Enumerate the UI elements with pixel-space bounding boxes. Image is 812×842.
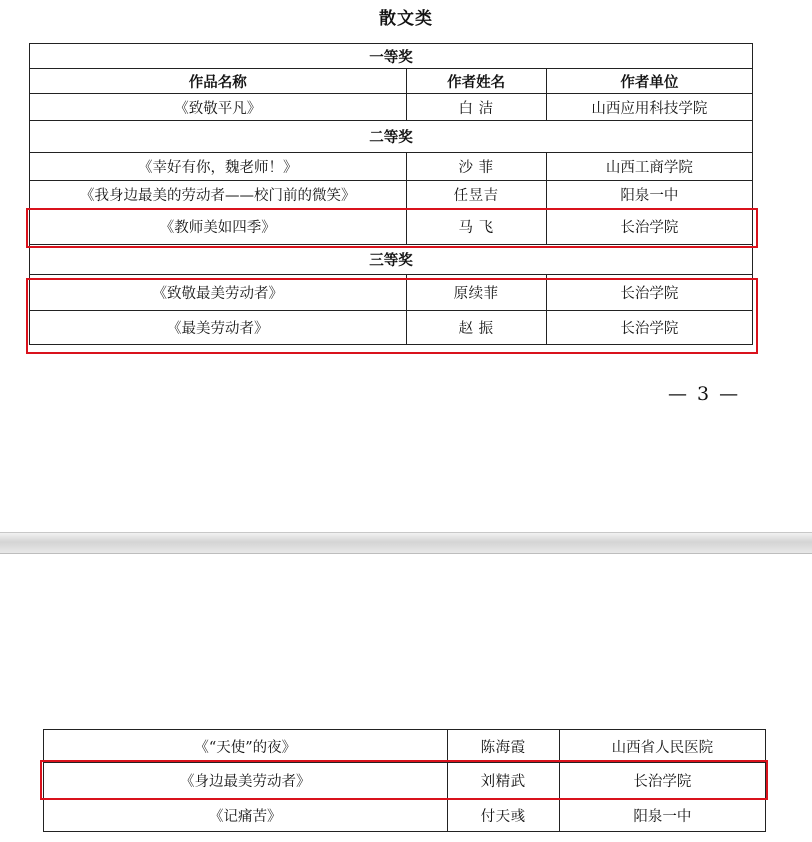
author-unit: 长治学院: [546, 275, 752, 311]
table-row: [30, 181, 753, 209]
work-title: 《致敬最美劳动者》: [30, 275, 407, 311]
page-break-divider: [0, 532, 812, 554]
table-row: [44, 730, 766, 763]
table-row: [30, 311, 753, 345]
author-unit: 山西应用科技学院: [546, 94, 752, 121]
work-title: 《幸好有你，魏老师！》: [30, 153, 407, 181]
table-row: [30, 275, 753, 311]
page-number: — 3 —: [668, 383, 741, 405]
work-title: 《教师美如四季》: [30, 209, 407, 245]
author-name: 沙 菲: [406, 153, 546, 181]
prize-row-first: [30, 44, 753, 69]
author-unit: 长治学院: [559, 763, 765, 799]
section-title: 散文类: [379, 9, 433, 29]
author-unit: 山西工商学院: [546, 153, 752, 181]
author-unit: 长治学院: [546, 209, 752, 245]
work-title: 《致敬平凡》: [30, 94, 407, 121]
award-table-page3: [29, 43, 753, 345]
table-row: [30, 153, 753, 181]
prize-label-first: 一等奖: [30, 44, 753, 69]
author-name: 陈海霞: [447, 730, 559, 763]
author-name: 原续菲: [406, 275, 546, 311]
work-title: 《最美劳动者》: [30, 311, 407, 345]
author-name: 马 飞: [406, 209, 546, 245]
column-header-title: 作品名称: [30, 69, 407, 94]
award-table-continued: [43, 729, 766, 832]
column-header-author: 作者姓名: [406, 69, 546, 94]
prize-row-third: [30, 245, 753, 275]
prize-row-second: [30, 121, 753, 153]
table-header-row: [30, 69, 753, 94]
author-unit: 山西省人民医院: [559, 730, 765, 763]
prize-label-second: 二等奖: [30, 121, 753, 153]
work-title: 《我身边最美的劳动者——校门前的微笑》: [30, 181, 407, 209]
table-row: [44, 799, 766, 832]
author-name: 白 洁: [406, 94, 546, 121]
author-unit: 长治学院: [546, 311, 752, 345]
table-row: [44, 763, 766, 799]
work-title: 《记痛苦》: [44, 799, 448, 832]
column-header-unit: 作者单位: [546, 69, 752, 94]
table-row: [30, 209, 753, 245]
work-title: 《身边最美劳动者》: [44, 763, 448, 799]
author-name: 刘精武: [447, 763, 559, 799]
author-unit: 阳泉一中: [559, 799, 765, 832]
table-row: [30, 94, 753, 121]
author-name: 任昱吉: [406, 181, 546, 209]
work-title: 《“天使”的夜》: [44, 730, 448, 763]
author-unit: 阳泉一中: [546, 181, 752, 209]
author-name: 赵 振: [406, 311, 546, 345]
prize-label-third: 三等奖: [30, 245, 753, 275]
author-name: 付天彧: [447, 799, 559, 832]
